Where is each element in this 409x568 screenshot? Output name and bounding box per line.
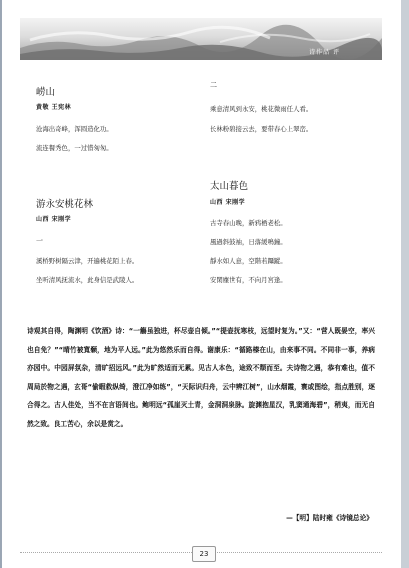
page-number: 23 [192,546,216,562]
poem-author: 山西 宋刚学 [210,199,246,206]
section-mark: 二 [210,81,217,89]
banner-title: 诗作品 评 [309,49,340,56]
poem-line: 沧海出奇峰，浑圆造化功。 [36,125,113,133]
poem-line: 流连餐秀色，一过惜匆匆。 [36,144,113,152]
section-mark: 一 [36,237,43,245]
page [2,0,401,568]
poem-title: 崂山 [36,87,56,98]
commentary-text: 诗观其自得，陶渊明《饮酒》诗：“一觴虽独进，杯尽壶自倾。”“提壶抚寒枝，远望时复为。”又：“营人既晏空，率兴也自免？”“晴竹被寬颡，地为平人远。”此为悠然乐而自得。谢康乐：“循路榛在山，由来事不同。不同非一事，养病亦园中。中园屏氛杂，清旷招远风。”此为旷然适而无累。见古人本色，途致不颓而至。夫诗物之遇，恭有难也，值不周局於物之遇，玄哥“偷暇救纵绮，澄江净如练”，“天际识归舟，云中辨江树”，山水烟霞，寰或图绘，指点胜别，逐合得之。古人佳处，当不在言语间也。鲍明远“孤崖灭土青，金洞洞泉脉。旋渊抱星汉，乳窦通海碧”，稍夷，而无自然之致。良工苦心，余以是赏之。 [27,327,375,428]
poem-line: 长林粉碧接云去，要带春心上翠峦。 [210,125,313,133]
viewer-scrollbar[interactable] [401,0,409,568]
poem-line: 溪桥野树隔云津，开遍桃花陌上春。 [36,257,139,265]
header-banner [20,18,382,60]
poem-title: 游永安桃花林 [36,199,94,210]
poem-author: 山西 宋刚学 [36,216,72,223]
poem-line: 安閑塵世有，不向月宮逢。 [210,276,287,284]
poem-line: 古寺春山晚，新鸦栖老松。 [210,219,287,227]
poem-author: 黄敬 王宪林 [36,104,72,111]
commentary-attribution: —【明】陆时雍《诗镜总论》 [286,514,373,522]
poem-line: 風過斜鼓袖，日落緩鳴鐘。 [210,238,287,246]
poem-line: 乘意清风到永安，桃花微雨任人看。 [210,105,313,113]
poem-line: 靜水如人意，空階若躡蹤。 [210,257,287,265]
poem-title: 太山暮色 [210,181,249,192]
poem-line: 坐听清风抚流水，此身信是武陵人。 [36,276,139,284]
